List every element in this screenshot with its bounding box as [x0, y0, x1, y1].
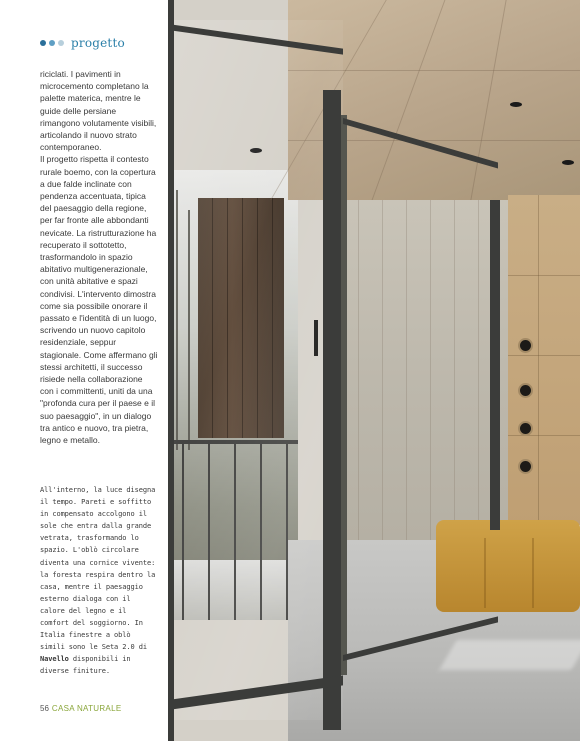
caption-text-end: disponibili in diverse finiture.: [40, 655, 131, 676]
interior-photo: [168, 0, 580, 741]
article-body: [40, 68, 158, 446]
window-mullion: [323, 90, 341, 730]
section-dot-1: [40, 40, 46, 46]
caption-brand: Navello: [40, 655, 69, 664]
wall-porthole: [520, 461, 531, 472]
window-handle: [314, 320, 318, 356]
downlight: [562, 160, 574, 165]
glass-panel: [168, 20, 343, 720]
section-label: progetto: [71, 36, 125, 50]
sunlight-patch: [439, 640, 580, 670]
wall-porthole: [520, 340, 531, 351]
body-paragraph: riciclati. I pavimenti in microcemento completano la palette materica, mentre le guide delle persiane rimangono volutamente visibili, articolando il nuovo strato contemporaneo.: [40, 69, 157, 153]
section-dot-3: [58, 40, 64, 46]
page-number: 56: [40, 704, 49, 713]
section-tag: [40, 36, 125, 50]
wall-porthole: [520, 385, 531, 396]
window-frame: [168, 0, 174, 741]
page-footer: [40, 704, 121, 713]
wall-porthole: [520, 423, 531, 434]
magazine-name: CASA NATURALE: [51, 704, 122, 713]
section-dot-2: [49, 40, 55, 46]
caption-text: All'interno, la luce disegna il tempo. Pareti e soffitto in compensato accolgono il sole che entra dalla grande vetrata, trasformando lo spazio. L'oblò circolare diventa una cornice vivente: la foresta respira dentro la casa, mentre il paesaggio esterno dialoga con il calore del legno e il comfort del soggiorno. In Italia finestre a oblò simili sono le Seta 2.0 di: [40, 486, 156, 652]
plywood-wall: [508, 195, 580, 525]
window-frame: [490, 200, 500, 530]
board-formed-concrete-wall: [338, 200, 508, 560]
mustard-ottoman: [436, 520, 580, 612]
window-mullion: [341, 115, 347, 675]
photo-caption: [40, 484, 158, 678]
text-column: [0, 0, 168, 741]
body-paragraph: Il progetto rispetta il contesto rurale boemo, con la copertura a due falde inclinate con pendenza accentuata, tipica del paesaggio della regione, per far fronte alle abbondanti nevicate. La ristrutturazione ha recuperato il sottotetto, trasformandolo in spazio abitativo multigenerazionale, con unità abitative e spazi condivisi. L'intervento dimostra come sia possibile onorare il passato e l'identità di un luogo, scrivendo un nuovo capitolo residenziale, seppur stagionale. Come affermano gli stessi architetti, il successo risiede nella collaborazione con i committenti, uniti da una "profonda cura per il paese e il suo paesaggio", in un dialogo tra antico e nuovo, tra pietra, legno e metallo.: [40, 154, 158, 446]
downlight: [510, 102, 522, 107]
